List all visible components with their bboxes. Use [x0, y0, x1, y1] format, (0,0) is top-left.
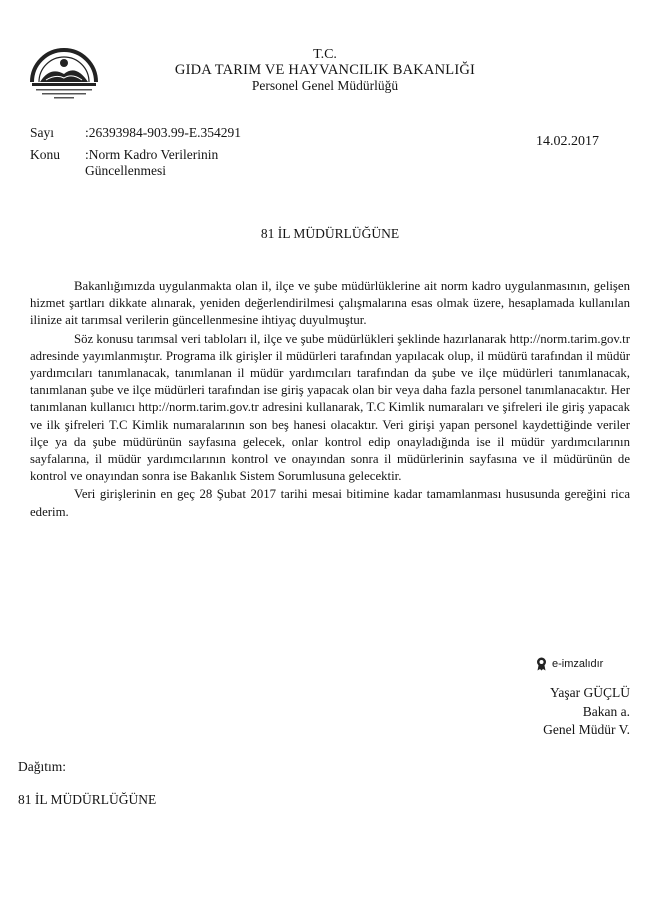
ministry-logo — [26, 44, 102, 104]
signer-title-2: Genel Müdür V. — [543, 722, 630, 737]
header-tc: T.C. — [313, 47, 337, 62]
document-date: 14.02.2017 — [536, 134, 599, 149]
signer-title-1: Bakan a. — [582, 703, 630, 719]
sayi-label: Sayı — [30, 125, 55, 140]
esignature-note — [536, 657, 603, 671]
esignature-label: e-imzalıdır — [552, 658, 604, 670]
body-paragraph-2: Söz konusu tarımsal veri tabloları il, ilçe ve şube müdürlükleri şeklinde hazırlanarak http://norm.tarim.gov.tr adresinde yayımlanmıştır. Programa ilk girişler il müdürleri tarafından yapılacak olup, il müdürü tarafından il müdür yardımcıları tanımlanacak, tanımlanan il müdür yardımcıları tarafından da şube ve ilçe müdürleri tanımlanacak, tanımlanan şube ve ilçe müdürleri tarafından ise giriş yapacak olan bir veya daha fazla personel tanımlanacaktır. Her tanımlanan kullanıcı http://norm.tarim.gov.tr adresini kullanarak, T.C Kimlik numaraları ve şifreleri ile giriş yapacak ve ilk şifreleri T.C Kimlik numaralarının son beş hanesi olacaktır. Veri girişi yapan personel kaydettiğinde veriler ilçe ya da şube müdürünün sayfasına gelecek, onlar kontrol edip onayladığında ise il müdür yardımcılarının sayfalarına, il müdür yardımcılarının kontrol ve onayından sonra il müdürlerinin sayfasına ve il müdürünün de kontrol ve onayından sonra ise Bakanlık Sistem Sorumlusuna gelecektir. — [30, 331, 630, 484]
konu-value — [85, 147, 285, 179]
body-paragraph-1: Bakanlığımızda uygulanmakta olan il, ilçe ve şube müdürlüklerine ait norm kadro uygulanmasının, gelişen hizmet şartları dikkate alınarak, yeniden değerlendirilmesi çalışmalarına esas olmak üzere, hesaplamada kullanılan ilinize ait tarımsal verilerin güncellenmesine ihtiyaç duyulmuştur. — [30, 279, 630, 328]
header-directorate: Personel Genel Müdürlüğü — [251, 78, 399, 93]
signature-block — [430, 684, 630, 740]
body-paragraph-3: Veri girişlerinin en geç 28 Şubat 2017 tarihi mesai bitimine kadar tamamlanması hususunda gereğini rica ederim. — [30, 487, 630, 519]
signer-name: Yaşar GÜÇLÜ — [549, 685, 630, 700]
distribution-value: 81 İL MÜDÜRLÜĞÜNE — [18, 792, 157, 807]
distribution-label: Dağıtım: — [18, 759, 66, 774]
konu-value-line2: Güncellenmesi — [85, 163, 166, 178]
header-ministry: GIDA TARIM VE HAYVANCILIK BAKANLIĞI — [174, 62, 476, 78]
seal-icon — [536, 657, 547, 671]
recipient-heading: 81 İL MÜDÜRLÜĞÜNE — [260, 226, 400, 241]
konu-label: Konu — [30, 147, 60, 162]
letter-body — [30, 278, 630, 522]
sayi-value: :26393984-903.99-E.354291 — [85, 125, 241, 140]
konu-value-line1: :Norm Kadro Verilerinin — [85, 147, 219, 162]
